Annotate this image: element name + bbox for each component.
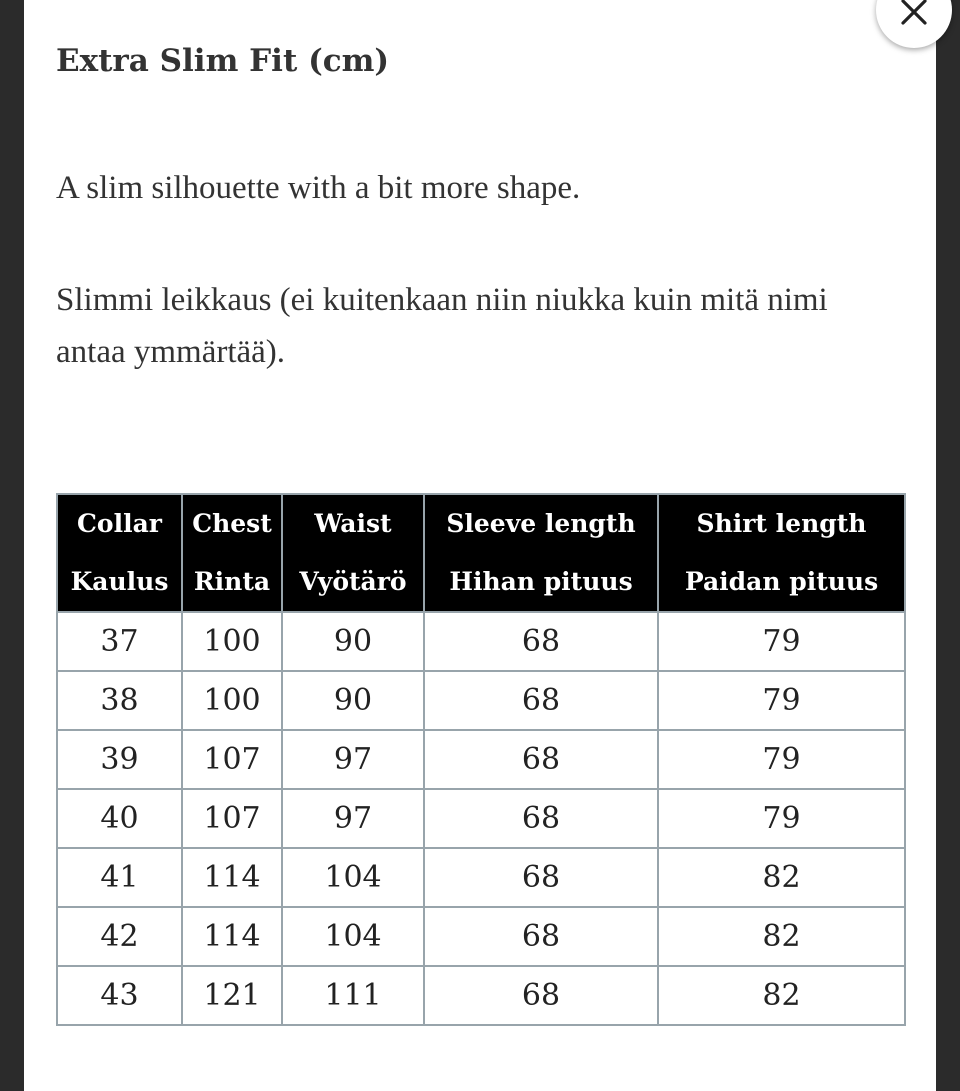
table-row [57, 789, 905, 848]
cell-sleeve-length: 68 [424, 907, 658, 966]
cell-sleeve-length: 68 [424, 848, 658, 907]
cell-collar: 42 [57, 907, 182, 966]
table-row [57, 730, 905, 789]
cell-chest: 107 [182, 789, 282, 848]
header-label-en: Waist [314, 509, 392, 538]
table-row [57, 612, 905, 671]
cell-chest: 114 [182, 907, 282, 966]
cell-collar: 37 [57, 612, 182, 671]
cell-waist: 90 [282, 612, 424, 671]
table-row [57, 671, 905, 730]
cell-shirt-length: 79 [658, 671, 905, 730]
table-row [57, 907, 905, 966]
cell-waist: 90 [282, 671, 424, 730]
header-shirt-length [658, 494, 905, 612]
cell-sleeve-length: 68 [424, 612, 658, 671]
header-collar [57, 494, 182, 612]
header-label-en: Chest [192, 509, 272, 538]
size-table [56, 493, 906, 1026]
cell-waist: 97 [282, 789, 424, 848]
cell-collar: 43 [57, 966, 182, 1025]
table-row [57, 848, 905, 907]
cell-waist: 97 [282, 730, 424, 789]
cell-chest: 100 [182, 671, 282, 730]
cell-chest: 107 [182, 730, 282, 789]
cell-waist: 104 [282, 907, 424, 966]
page-title: Extra Slim Fit (cm) [56, 43, 390, 79]
cell-sleeve-length: 68 [424, 966, 658, 1025]
cell-sleeve-length: 68 [424, 789, 658, 848]
cell-shirt-length: 82 [658, 966, 905, 1025]
cell-collar: 39 [57, 730, 182, 789]
header-label-fi: Hihan pituus [449, 567, 633, 596]
close-x-icon [900, 0, 928, 26]
header-label-en: Sleeve length [446, 509, 636, 538]
cell-shirt-length: 79 [658, 789, 905, 848]
description-english: A slim silhouette with a bit more shape. [56, 170, 581, 206]
table-header-row [57, 494, 905, 612]
cell-chest: 121 [182, 966, 282, 1025]
cell-shirt-length: 82 [658, 907, 905, 966]
cell-shirt-length: 82 [658, 848, 905, 907]
cell-collar: 38 [57, 671, 182, 730]
header-label-fi: Rinta [193, 567, 271, 596]
header-label-fi: Vyötärö [299, 567, 407, 596]
header-label-en: Collar [77, 509, 162, 538]
cell-collar: 41 [57, 848, 182, 907]
cell-sleeve-length: 68 [424, 671, 658, 730]
cell-shirt-length: 79 [658, 612, 905, 671]
header-label-fi: Paidan pituus [684, 567, 879, 596]
cell-chest: 100 [182, 612, 282, 671]
header-chest [182, 494, 282, 612]
cell-shirt-length: 79 [658, 730, 905, 789]
header-sleeve-length [424, 494, 658, 612]
cell-chest: 114 [182, 848, 282, 907]
header-label-en: Shirt length [696, 509, 867, 538]
description-finnish: Slimmi leikkaus (ei kuitenkaan niin niukka kuin mitä nimi antaa ymmärtää). [56, 282, 828, 370]
table-row [57, 966, 905, 1025]
cell-waist: 111 [282, 966, 424, 1025]
cell-sleeve-length: 68 [424, 730, 658, 789]
cell-waist: 104 [282, 848, 424, 907]
header-label-fi: Kaulus [70, 567, 169, 596]
header-waist [282, 494, 424, 612]
cell-collar: 40 [57, 789, 182, 848]
